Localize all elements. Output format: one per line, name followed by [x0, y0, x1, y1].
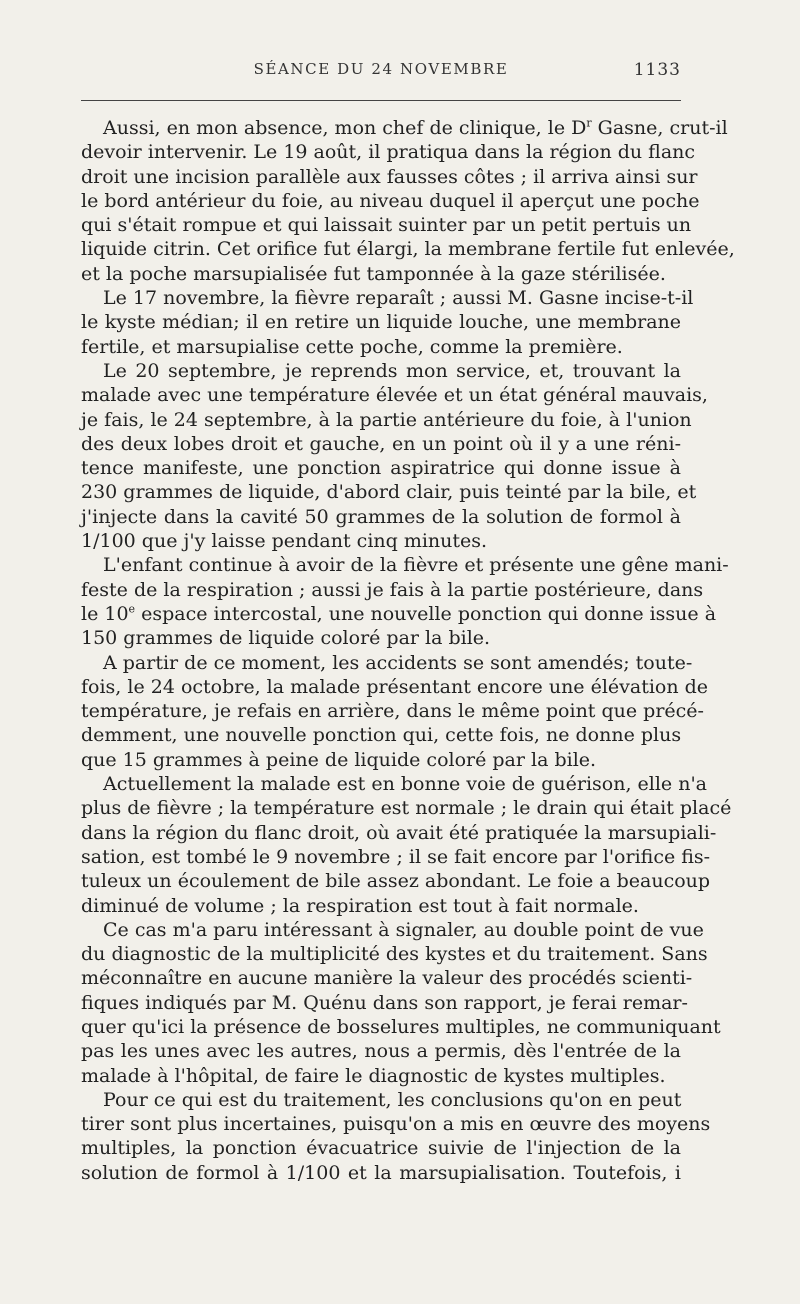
paragraph: [81, 918, 721, 1088]
text-line: qui s'était rompue et qui laissait suinter par un petit pertuis un: [81, 214, 692, 237]
text-line: Ce cas m'a paru intéressant à signaler, au double point de vue: [103, 918, 704, 941]
text-line: multiples, la ponction évacuatrice suivie de l'injection de la: [81, 1137, 681, 1160]
text-line: Le 20 septembre, je reprends mon service, et, trouvant la: [103, 359, 681, 382]
text-line: le 10e espace intercostal, une nouvelle ponction qui donne issue à: [81, 602, 717, 625]
text-line: pas les unes avec les autres, nous a permis, dès l'entrée de la: [81, 1040, 681, 1063]
text-line: fertile, et marsupialise cette poche, comme la première.: [81, 335, 623, 358]
text-line: fiques indiqués par M. Quénu dans son rapport, je ferai remar-: [81, 991, 688, 1014]
text-line: quer qu'ici la présence de bosselures multiples, ne communiquant: [81, 1015, 721, 1038]
text-line: et la poche marsupialisée fut tamponnée à la gaze stérilisée.: [81, 262, 666, 285]
text-line: fois, le 24 octobre, la malade présentant encore une élévation de: [81, 675, 709, 698]
text-line: tence manifeste, une ponction aspiratrice qui donne issue à: [81, 457, 681, 480]
text-line: du diagnostic de la multiplicité des kystes et du traitement. Sans: [81, 943, 708, 966]
text-line: 1/100 que j'y laisse pendant cinq minutes.: [81, 530, 488, 553]
text-line: température, je refais en arrière, dans le même point que précé-: [81, 700, 704, 723]
text-line: A partir de ce moment, les accidents se sont amendés; toute-: [103, 651, 693, 674]
text-line: méconnaître en aucune manière la valeur des procédés scienti-: [81, 967, 693, 990]
paragraph: [81, 651, 709, 772]
superscript: r: [586, 116, 592, 130]
paragraph: [81, 1088, 711, 1185]
text-line: feste de la respiration ; aussi je fais à la partie postérieure, dans: [81, 578, 704, 601]
text-line: malade avec une température élevée et un état général mauvais,: [81, 384, 708, 407]
running-title: SÉANCE DU 24 NOVEMBRE: [253, 60, 509, 78]
text-line: des deux lobes droit et gauche, en un point où il y a une réni-: [81, 432, 681, 455]
text-line: dans la région du flanc droit, où avait été pratiquée la marsupiali-: [81, 821, 717, 844]
text-line: le kyste médian; il en retire un liquide louche, une membrane: [81, 311, 681, 334]
page-number: 1133: [633, 60, 681, 80]
superscript: e: [128, 602, 136, 616]
text-line: Actuellement la malade est en bonne voie de guérison, elle n'a: [103, 773, 707, 796]
text-line: 230 grammes de liquide, d'abord clair, puis teinté par la bile, et: [81, 481, 697, 504]
text-line: le bord antérieur du foie, au niveau duquel il aperçut une poche: [81, 189, 700, 212]
text-line: Le 17 novembre, la fièvre reparaît ; aussi M. Gasne incise-t-il: [103, 287, 694, 310]
text-line: que 15 grammes à peine de liquide coloré par la bile.: [81, 748, 597, 771]
paragraph: [81, 359, 708, 553]
text-line: j'injecte dans la cavité 50 grammes de la solution de formol à: [81, 505, 681, 528]
text-line: Aussi, en mon absence, mon chef de clinique, le $D^r$ Gasne, crut-il: [103, 116, 728, 139]
text-line: malade à l'hôpital, de faire le diagnostic de kystes multiples.: [81, 1064, 666, 1087]
paragraph: [81, 772, 732, 918]
text-line: demment, une nouvelle ponction qui, cette fois, ne donne plus: [81, 724, 682, 747]
paragraph: [81, 553, 729, 650]
text-line: diminué de volume ; la respiration est tout à fait normale.: [81, 894, 639, 917]
text-line: L'enfant continue à avoir de la fièvre et présente une gêne mani-: [103, 554, 729, 577]
text-line: devoir intervenir. Le 19 août, il pratiqua dans la région du flanc: [81, 141, 696, 164]
text-line: je fais, le 24 septembre, à la partie antérieure du foie, à l'union: [81, 408, 692, 431]
paragraph: [81, 286, 694, 359]
text-line: tirer sont plus incertaines, puisqu'on a mis en œuvre des moyens: [81, 1113, 711, 1136]
text-line: droit une incision parallèle aux fausses côtes ; il arriva ainsi sur: [81, 165, 698, 188]
paragraph: [81, 116, 735, 286]
header-rule: [81, 100, 681, 101]
text-line: 150 grammes de liquide coloré par la bile.: [81, 627, 491, 650]
body-text: [81, 116, 735, 1185]
text-line: solution de formol à 1/100 et la marsupialisation. Toutefois, i: [81, 1161, 681, 1184]
text-line: plus de fièvre ; la température est normale ; le drain qui était placé: [81, 797, 732, 820]
text-line: Pour ce qui est du traitement, les conclusions qu'on en peut: [103, 1088, 682, 1111]
running-head: [81, 60, 681, 86]
text-line: sation, est tombé le 9 novembre ; il se fait encore par l'orifice fis-: [81, 845, 711, 868]
text-line: liquide citrin. Cet orifice fut élargi, la membrane fertile fut enlevée,: [81, 238, 735, 261]
text-line: tuleux un écoulement de bile assez abondant. Le foie a beaucoup: [81, 870, 711, 893]
